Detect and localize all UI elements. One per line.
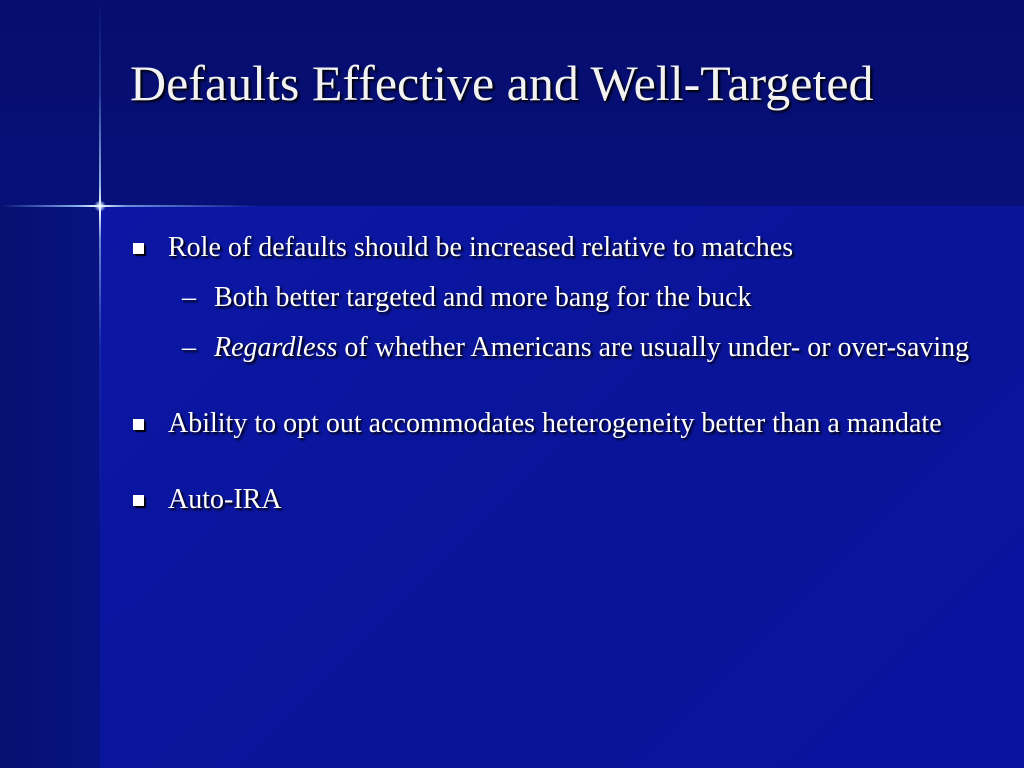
slide-title: Defaults Effective and Well-Targeted (130, 55, 874, 111)
sub-bullet-regardless (130, 328, 990, 368)
slide-content (130, 228, 990, 520)
square-bullet-icon (133, 419, 144, 430)
bullet-text: Auto-IRA (168, 484, 282, 515)
sub-bullet-targeting (130, 278, 990, 318)
bullet-item-opt-out (130, 404, 990, 444)
dash-marker: – (182, 332, 196, 363)
bullet-item-auto-ira (130, 480, 990, 520)
bullet-text: Ability to opt out accommodates heterogeneity better than a mandate (168, 408, 942, 439)
sub-bullet-text: of whether Americans are usually under- or over-saving (337, 332, 970, 363)
left-band (0, 206, 100, 768)
dash-marker: – (182, 282, 196, 313)
square-bullet-icon (133, 495, 144, 506)
sparkle-vertical-line (99, 0, 101, 768)
sparkle-horizontal-line (0, 205, 260, 207)
bullet-text: Role of defaults should be increased relative to matches (168, 232, 794, 263)
sub-bullet-text: Both better targeted and more bang for the buck (214, 282, 752, 313)
sparkle-star-icon (94, 200, 106, 212)
emphasis-text: Regardless (214, 332, 338, 363)
bullet-item-defaults-role (130, 228, 990, 268)
square-bullet-icon (133, 243, 144, 254)
